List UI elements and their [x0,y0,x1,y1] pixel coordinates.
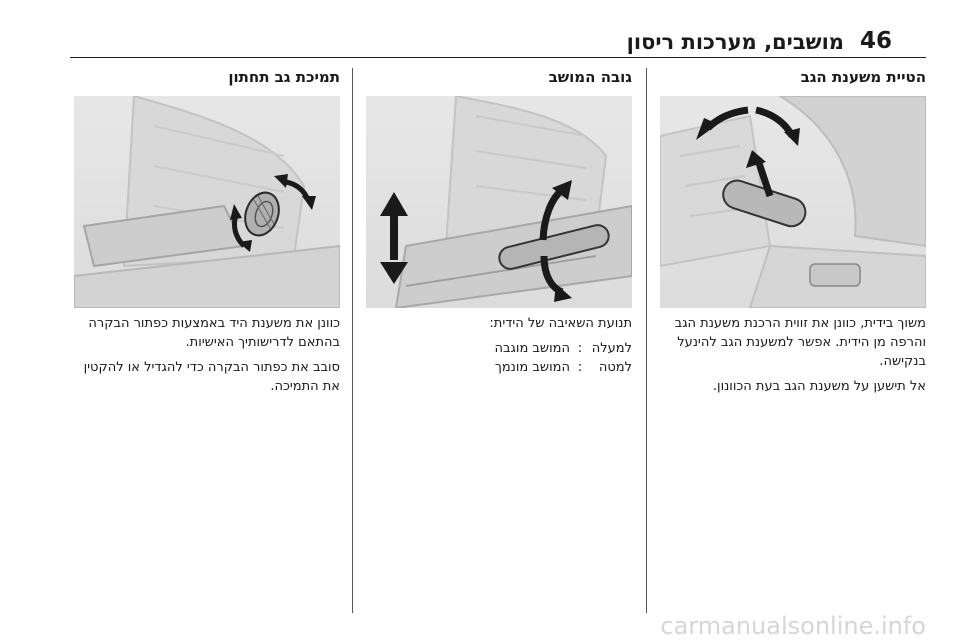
lumbar-instructions: כוונן את משענת היד באמצעות כפתור הבקרה בהתאם לדרישותיך האישיות. [88,316,340,350]
height-row-up [366,339,632,358]
height-row-down [366,358,632,377]
section-title-height: גובה המושב [548,68,632,86]
section-lumbar [74,66,340,394]
page-title: מושבים, מערכות ריסון [626,30,844,54]
illustration-height [366,96,632,308]
section-title-backrest: הטיית משענת הגב [800,68,926,86]
backrest-instructions: משוך בידית, כוונן את זווית הרכנת משענת הגב והרפה מן הידית. אפשר למשענת הגב להינעל בנקישה. [674,316,926,369]
backrest-warning: אל תישען על משענת הגב בעת הכוונון. [712,379,926,394]
height-intro: תנועת השאיבה של הידית: [489,316,632,331]
watermark: carmanualsonline.info [660,612,926,640]
section-title-lumbar: תמיכת גב תחתון [228,68,340,86]
illustration-backrest [660,96,926,308]
section-backrest [660,66,926,394]
page-number: 46 [860,28,893,54]
height-row-down-value: המושב מונמך [494,360,570,375]
height-row-up-sep: : [577,341,583,356]
section-height [366,66,632,375]
height-row-up-value: המושב מוגבה [494,341,570,356]
column-divider-right [646,68,647,613]
height-row-up-key: למעלה [591,341,632,356]
height-row-down-key: למטה [598,360,632,375]
lumbar-rotate-instructions: סובב את כפתור הבקרה כדי להגדיל או להקטין את התמיכה. [83,360,340,394]
illustration-lumbar [74,96,340,308]
height-row-down-sep: : [577,360,583,375]
column-divider-left [352,68,353,613]
header-rule [70,57,926,58]
